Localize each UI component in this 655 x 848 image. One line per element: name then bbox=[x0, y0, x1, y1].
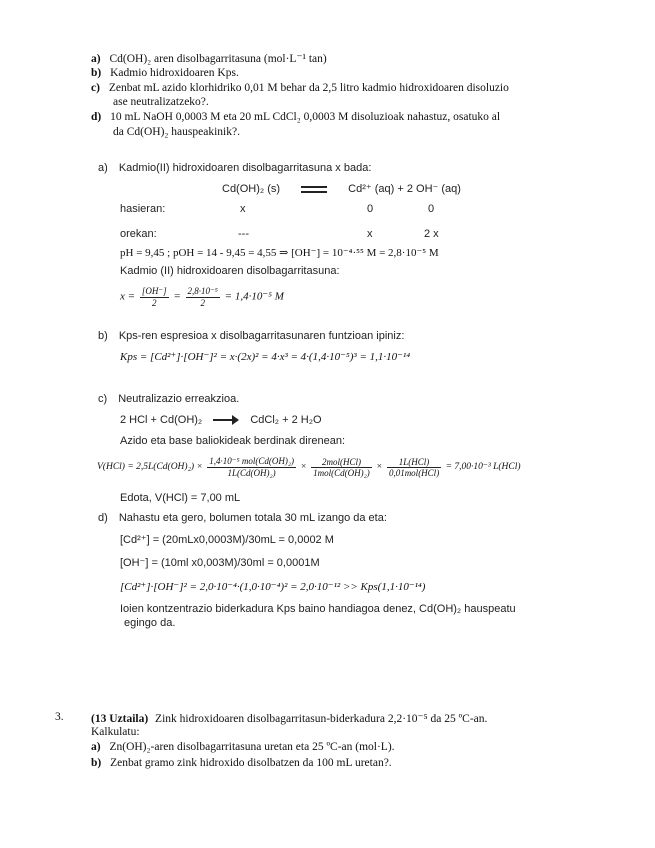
reactants: 2 HCl + Cd(OH)₂ bbox=[120, 414, 203, 426]
solution-label: d) bbox=[98, 512, 108, 524]
neutralization-reaction bbox=[120, 414, 322, 426]
fraction-num: 2,8·10⁻⁵ bbox=[187, 286, 218, 296]
solution-label: c) bbox=[98, 393, 108, 405]
row-value: 0 bbox=[428, 203, 435, 215]
oh-concentration: [OH⁻] = (10ml x0,003M)/30ml = 0,0001M bbox=[120, 557, 320, 569]
question-c-cont: ase neutralizatzeko?. bbox=[113, 96, 209, 108]
question-text: Zenbat mL azido klorhidriko 0,01 M behar da 2,5 litro kadmio hidroxidoaren disoluzio bbox=[108, 82, 509, 94]
question-text: Kadmio hidroxidoaren Kps. bbox=[110, 67, 239, 79]
problem-3-item-b bbox=[91, 757, 392, 769]
solution-text: Nahastu eta gero, bolumen totala 30 mL izango da eta: bbox=[118, 512, 387, 524]
conclusion-line: Ioien kontzentrazio biderkadura Kps baino handiagoa denez, Cd(OH)₂ hauspeatu bbox=[120, 603, 516, 615]
problem-text: Zink hidroxidoaren disolbagarritasun-biderkadura 2,2·10⁻⁵ da 25 ºC-an. bbox=[155, 713, 488, 725]
reaction-arrow-icon bbox=[213, 419, 237, 421]
times-sign: × bbox=[376, 462, 383, 473]
fraction-den: 2 bbox=[151, 298, 157, 308]
question-label: c) bbox=[91, 82, 100, 94]
fraction-num: 2mol(HCl) bbox=[311, 457, 372, 468]
solution-text: Kps-ren espresioa x disolbagarritasunaren funtzioan ipiniz: bbox=[118, 330, 405, 342]
question-c bbox=[91, 82, 509, 94]
cd-concentration: [Cd²⁺] = (20mLx0,0003M)/30mL = 0,0002 M bbox=[120, 534, 334, 546]
fraction-den: 1mol(Cd(OH)₂) bbox=[313, 467, 370, 478]
solution-a-intro bbox=[98, 162, 371, 174]
solution-text: Kadmio(II) hidroxidoaren disolbagarritasuna x bada: bbox=[118, 162, 372, 174]
kps-formula: Kps = [Cd²⁺]·[OH⁻]² = x·(2x)² = 4·x³ = 4·(1,4·10⁻⁵)³ = 1,1·10⁻¹⁴ bbox=[120, 351, 411, 363]
fraction-num: 1L(HCl) bbox=[387, 457, 441, 468]
solution-d-intro bbox=[98, 512, 387, 524]
fraction-den: 0,01mol(HCl) bbox=[388, 467, 440, 478]
row-value: x bbox=[240, 203, 246, 215]
products: CdCl₂ + 2 H₂O bbox=[250, 414, 322, 426]
fraction bbox=[186, 286, 220, 308]
question-label: b) bbox=[91, 67, 102, 79]
problem-3-item-a bbox=[91, 741, 395, 753]
question-label: d) bbox=[91, 111, 102, 123]
solution-text: Neutralizazio erreakzioa. bbox=[118, 393, 240, 405]
equivalence-text: Azido eta base baliokideak berdinak direnean: bbox=[120, 435, 346, 447]
solubility-formula bbox=[120, 286, 284, 308]
question-a bbox=[91, 51, 327, 65]
solution-b-intro bbox=[98, 330, 404, 342]
reactant: Cd(OH)₂ (s) bbox=[222, 183, 281, 195]
formula-lhs: V(HCl) = 2,5L(Cd(OH)₂) × bbox=[97, 462, 203, 473]
fraction-den: 2 bbox=[200, 298, 205, 308]
exam-tag: (13 Uztaila) bbox=[91, 713, 149, 725]
equals-sign: = bbox=[173, 290, 181, 303]
reaction-equation bbox=[222, 182, 461, 195]
final-answer: Edota, V(HCl) = 7,00 mL bbox=[120, 492, 241, 504]
fraction bbox=[311, 457, 372, 478]
solution-c-intro bbox=[98, 393, 239, 405]
question-d bbox=[91, 111, 500, 123]
equilibrium-arrow-icon bbox=[301, 184, 327, 194]
times-sign: × bbox=[300, 462, 307, 473]
item-label: b) bbox=[91, 757, 102, 769]
question-d-cont: da Cd(OH)₂ hauspeakinik?. bbox=[113, 126, 240, 138]
fraction-num: 1,4·10⁻⁵ mol(Cd(OH)₂) bbox=[209, 456, 294, 466]
question-b bbox=[91, 67, 239, 79]
question-text: 10 mL NaOH 0,0003 M eta 20 mL CdCl₂ 0,0003 M disoluzioak nahastuz, osatuko al bbox=[110, 111, 501, 123]
fraction bbox=[207, 456, 296, 478]
solution-label: b) bbox=[98, 330, 108, 342]
kalkulatu-label: Kalkulatu: bbox=[91, 726, 140, 738]
products: Cd²⁺ (aq) + 2 OH⁻ (aq) bbox=[348, 183, 461, 195]
formula-result: = 7,00·10⁻³ L(HCl) bbox=[445, 462, 521, 473]
fraction bbox=[140, 286, 169, 308]
row-value: x bbox=[367, 228, 373, 240]
question-label: a) bbox=[91, 53, 101, 65]
row-label-orekan: orekan: bbox=[120, 228, 157, 240]
conclusion-line: egingo da. bbox=[124, 617, 176, 629]
fraction-num: [OH⁻] bbox=[141, 286, 167, 296]
row-value: --- bbox=[238, 228, 249, 240]
row-value: 0 bbox=[367, 203, 374, 215]
formula-lhs: x = bbox=[120, 290, 136, 303]
item-label: a) bbox=[91, 741, 101, 753]
row-value: 2 x bbox=[424, 228, 439, 240]
ph-calculation: pH = 9,45 ; pOH = 14 - 9,45 = 4,55 ⇒ [OH⁻] = 10⁻⁴·⁵⁵ M = 2,8·10⁻⁵ M bbox=[120, 247, 439, 259]
formula-result: = 1,4·10⁻⁵ M bbox=[224, 290, 284, 303]
solution-label: a) bbox=[98, 162, 108, 174]
ion-product: [Cd²⁺]·[OH⁻]² = 2,0·10⁻⁴·(1,0·10⁻⁴)² = 2,0·10⁻¹² >> Kps(1,1·10⁻¹⁴) bbox=[120, 581, 426, 593]
fraction-den: 1L(Cd(OH)₂) bbox=[227, 468, 276, 478]
row-label-hasieran: hasieran: bbox=[120, 203, 166, 215]
volume-formula bbox=[97, 456, 521, 478]
item-text: Zn(OH)₂-aren disolbagarritasuna uretan eta 25 ºC-an (mol·L). bbox=[109, 741, 395, 753]
solubility-title: Kadmio (II) hidroxidoaren disolbagarritasuna: bbox=[120, 265, 340, 277]
item-text: Zenbat gramo zink hidroxido disolbatzen da 100 mL uretan?. bbox=[110, 757, 392, 769]
question-text: Cd(OH)₂ aren disolbagarritasuna (mol·L⁻¹ tan) bbox=[109, 53, 327, 65]
fraction bbox=[387, 457, 441, 478]
problem-number: 3. bbox=[55, 711, 64, 723]
problem-statement bbox=[91, 711, 487, 725]
